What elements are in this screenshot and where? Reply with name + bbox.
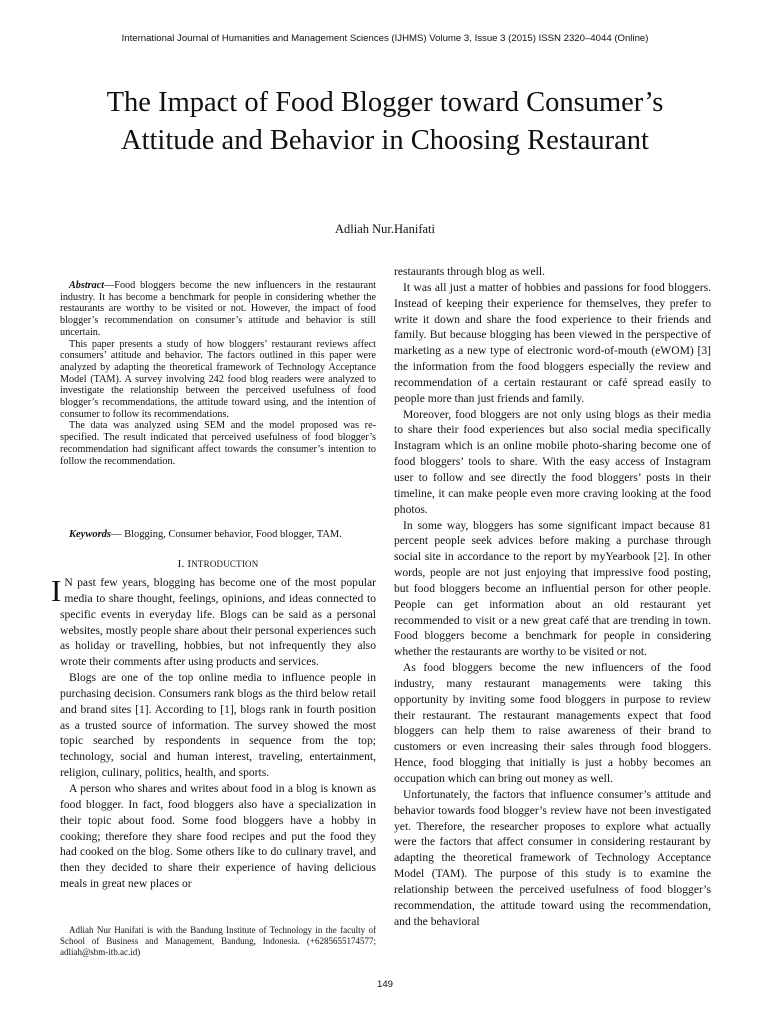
right-paragraph-5: Unfortunately, the factors that influence consumer’s attitude and behavior towards food blogger’s review have not been investigated yet. Therefore, the researcher proposes to explore what actually were the factors that affect consumer in considering restaurant by adapting the theoretical framework of Technology Acceptance Model (TAM). The purpose of this study is to examine the relationship between the perceived usefulness of food blogger’s recommendation, the attitude toward using the recommendation, and the behavioral: [394, 787, 711, 928]
journal-header: International Journal of Humanities and Management Sciences (IJHMS) Volume 3, Issue 3 (2015) ISSN 2320–4044 (Online): [121, 33, 649, 44]
abstract: [60, 280, 376, 467]
right-column: [394, 264, 711, 929]
abstract-label: Abstract: [69, 280, 105, 291]
introduction-left-column: [51, 573, 376, 892]
author-footnote: Adliah Nur Hanifati is with the Bandung Institute of Technology in the faculty of School of Business and Management, Bandung, Indonesia. (+6285655174577; adliah@sbm-itb.ac.id): [60, 925, 376, 957]
intro-paragraph-2: Blogs are one of the top online media to influence people in purchasing decision. Consumers rank blogs as the third below retail and brand sites [1]. According to [1], blogs rank in fourth position as a trusted source of information. The survey showed the most topic searched by respondents in sequence from the top; technology, social and human interest, traveling, entertainment, religion, culinary, politics, health, and sports.: [60, 671, 376, 780]
author-name: Adliah Nur.Hanifati: [335, 222, 435, 236]
keywords-text: — Blogging, Consumer behavior, Food blogger, TAM.: [111, 529, 342, 540]
abstract-paragraph-3: The data was analyzed using SEM and the model proposed was re-specified. The result indicated that perceived usefulness of food blogger’s recommendation had significant affect towards the consumer’s intention to follow the recommendation.: [60, 420, 376, 467]
keywords: [60, 529, 376, 540]
intro-paragraph-3: A person who shares and writes about food in a blog is known as food blogger. In fact, food bloggers also have a specialization in their topic about food. Some food bloggers have a hobby in cooking; therefore they share food recipes and put the food they had cooked on the blog. Some others like to do culinary travel, and then they decided to share their experience of having delicious meals in great new places or: [60, 781, 376, 891]
intro-paragraph-1: I N past few years, blogging has become one of the most popular media to share thought, feelings, opinions, and ideas connected to specific events in everyday life. Blogs can be said as a personal websites, mostly people share about their personal experiences such as holiday or travelling, hobbies, but not infrequently they also wrote their comments after using products and services.: [51, 573, 376, 669]
keywords-label: Keywords: [69, 529, 111, 540]
abstract-paragraph-1: Abstract—Food bloggers become the new influencers in the restaurant industry. It has become a benchmark for people in considering whether the restaurants are worthy to be visited or not. However, the impact of food blogger’s recommendation on consumer’s attitude and behavior is still uncertain.: [60, 280, 376, 338]
section-heading: I. INTRODUCTION: [177, 558, 259, 570]
paper-title: The Impact of Food Blogger toward Consumer’s Attitude and Behavior in Choosing Restaurant: [106, 87, 664, 156]
right-paragraph-3: In some way, bloggers has some significant impact because 81 percent people seek advices before making a purchase through social site in accordance to the report by myYearbook [2]. In other words, people are not just enjoying that impressive food posting, but food bloggers become an influential person for other people. People can get information about an old restaurant yet recommended to visit or a new great café that are trending in town. Food bloggers become a benchmark for people in considering whether the restaurants are worthy to be visited or not.: [394, 518, 711, 659]
right-paragraph-4: As food bloggers become the new influencers of the food industry, many restaurant managements were taking this opportunity by inviting some food bloggers in purpose to review their restaurant. The restaurant managements expect that food bloggers can help them to raise awareness of their brand to customers or even increasing their sales through food bloggers. Hence, food blogging that initially is just a hobby becomes an occupation which can bring out money as well.: [394, 661, 711, 785]
drop-cap: I: [51, 573, 62, 608]
right-paragraph-0: restaurants through blog as well.: [394, 265, 546, 278]
page-number: 149: [376, 979, 393, 990]
right-paragraph-2: Moreover, food bloggers are not only using blogs as their media to share their food experiences but also social media specifically Instagram which is an online mobile photo-sharing become one of food bloggers’ tools to share. With the easy access of Instagram user to follow and see directly the food bloggers’ posts in their timeline, it can make people even more craving looking at the food photos.: [394, 407, 711, 516]
abstract-paragraph-2: This paper presents a study of how bloggers’ restaurant reviews affect consumers’ attitude and behavior. The factors outlined in this paper were analyzed by adapting the theoretical framework of Technology Acceptance Model (TAM). A survey involving 242 food blog readers were analyzed to investigate the relationship between the perceived usefulness of food blogger’s recommendations, the attitude toward using, and the intention of consumer to follow its recommendations.: [60, 338, 376, 420]
right-paragraph-1: It was all just a matter of hobbies and passions for food bloggers. Instead of keeping their experience for themselves, they prefer to write it down and share the food experience to their friends and family. But because blogging has been viewed in the perspective of marketing as a new type of electronic word-of-mouth (eWOM) [3] the information from the food bloggers especially the review and recommendation of a certain restaurant or café spread easily to people more than just friends and family.: [394, 280, 711, 405]
